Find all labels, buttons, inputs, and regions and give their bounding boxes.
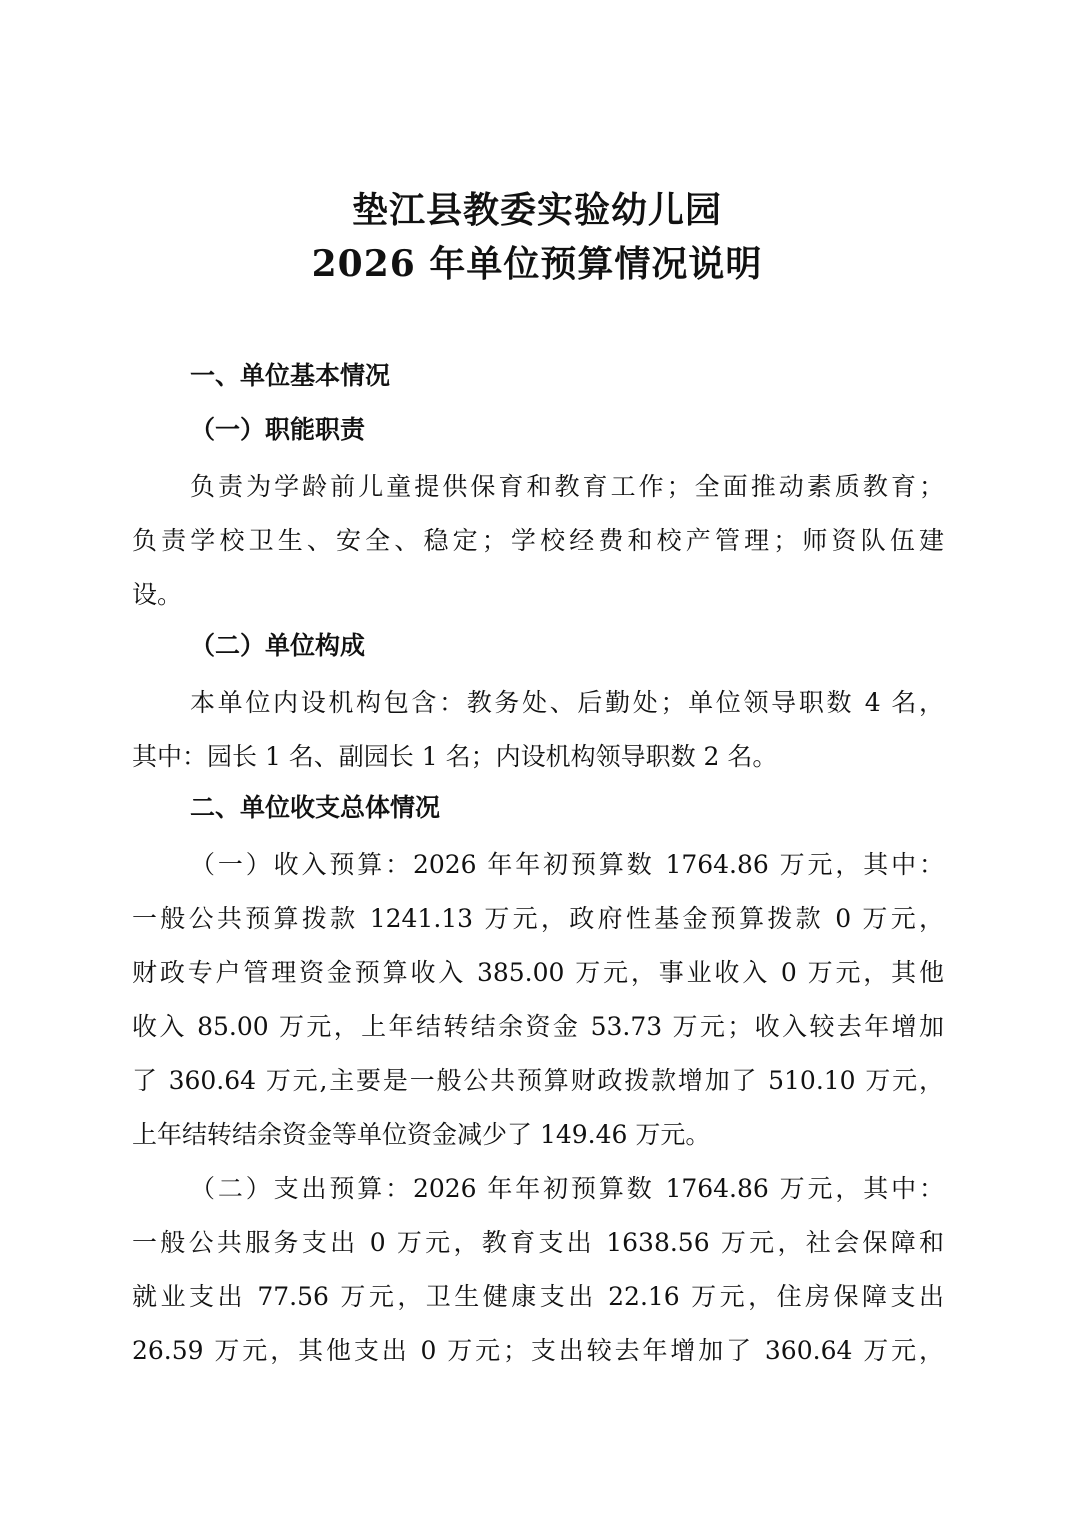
- paragraph-line: 收入 85.00 万元，上年结转结余资金 53.73 万元；收入较去年增加: [132, 1012, 944, 1041]
- paragraph-line: 负责为学龄前儿童提供保育和教育工作；全面推动素质教育；: [190, 472, 944, 501]
- paragraph-line: 其中：园长 1 名、副园长 1 名；内设机构领导职数 2 名。: [132, 742, 778, 771]
- section2-heading: 二、单位收支总体情况: [190, 793, 441, 822]
- paragraph-line: 负责学校卫生、安全、稳定；学校经费和校产管理；师资队伍建: [132, 526, 944, 555]
- paragraph-line: 一般公共预算拨款 1241.13 万元，政府性基金预算拨款 0 万元，: [132, 904, 944, 933]
- paragraph-line: 上年结转结余资金等单位资金减少了 149.46 万元。: [132, 1120, 711, 1149]
- paragraph-line: 财政专户管理资金预算收入 385.00 万元，事业收入 0 万元，其他: [132, 958, 944, 987]
- section1-heading: 一、单位基本情况: [190, 361, 391, 390]
- section1-sub1-paragraph: [132, 460, 944, 622]
- document-title-line2: 2026 年单位预算情况说明: [311, 243, 763, 285]
- section1-sub2-paragraph: [132, 676, 944, 784]
- paragraph-line: （二）支出预算：2026 年年初预算数 1764.86 万元，其中：: [190, 1174, 944, 1203]
- paragraph-line: 一般公共服务支出 0 万元，教育支出 1638.56 万元，社会保障和: [132, 1228, 944, 1257]
- paragraph-line: 26.59 万元，其他支出 0 万元；支出较去年增加了 360.64 万元，: [132, 1336, 944, 1365]
- paragraph-line: 就业支出 77.56 万元，卫生健康支出 22.16 万元，住房保障支出: [132, 1282, 944, 1311]
- income-budget-paragraph: [132, 838, 944, 1162]
- paragraph-line: 设。: [132, 580, 183, 609]
- paragraph-line: 了 360.64 万元,主要是一般公共预算财政拨款增加了 510.10 万元，: [132, 1066, 944, 1095]
- paragraph-line: 本单位内设机构包含：教务处、后勤处；单位领导职数 4 名，: [190, 688, 944, 717]
- paragraph-line: （一）收入预算：2026 年年初预算数 1764.86 万元，其中：: [190, 850, 944, 879]
- expense-budget-paragraph: [132, 1162, 944, 1378]
- section1-sub1-heading: （一）职能职责: [190, 415, 366, 444]
- document-title-line1: 垫江县教委实验幼儿园: [351, 189, 722, 231]
- section1-sub2-heading: （二）单位构成: [190, 631, 366, 660]
